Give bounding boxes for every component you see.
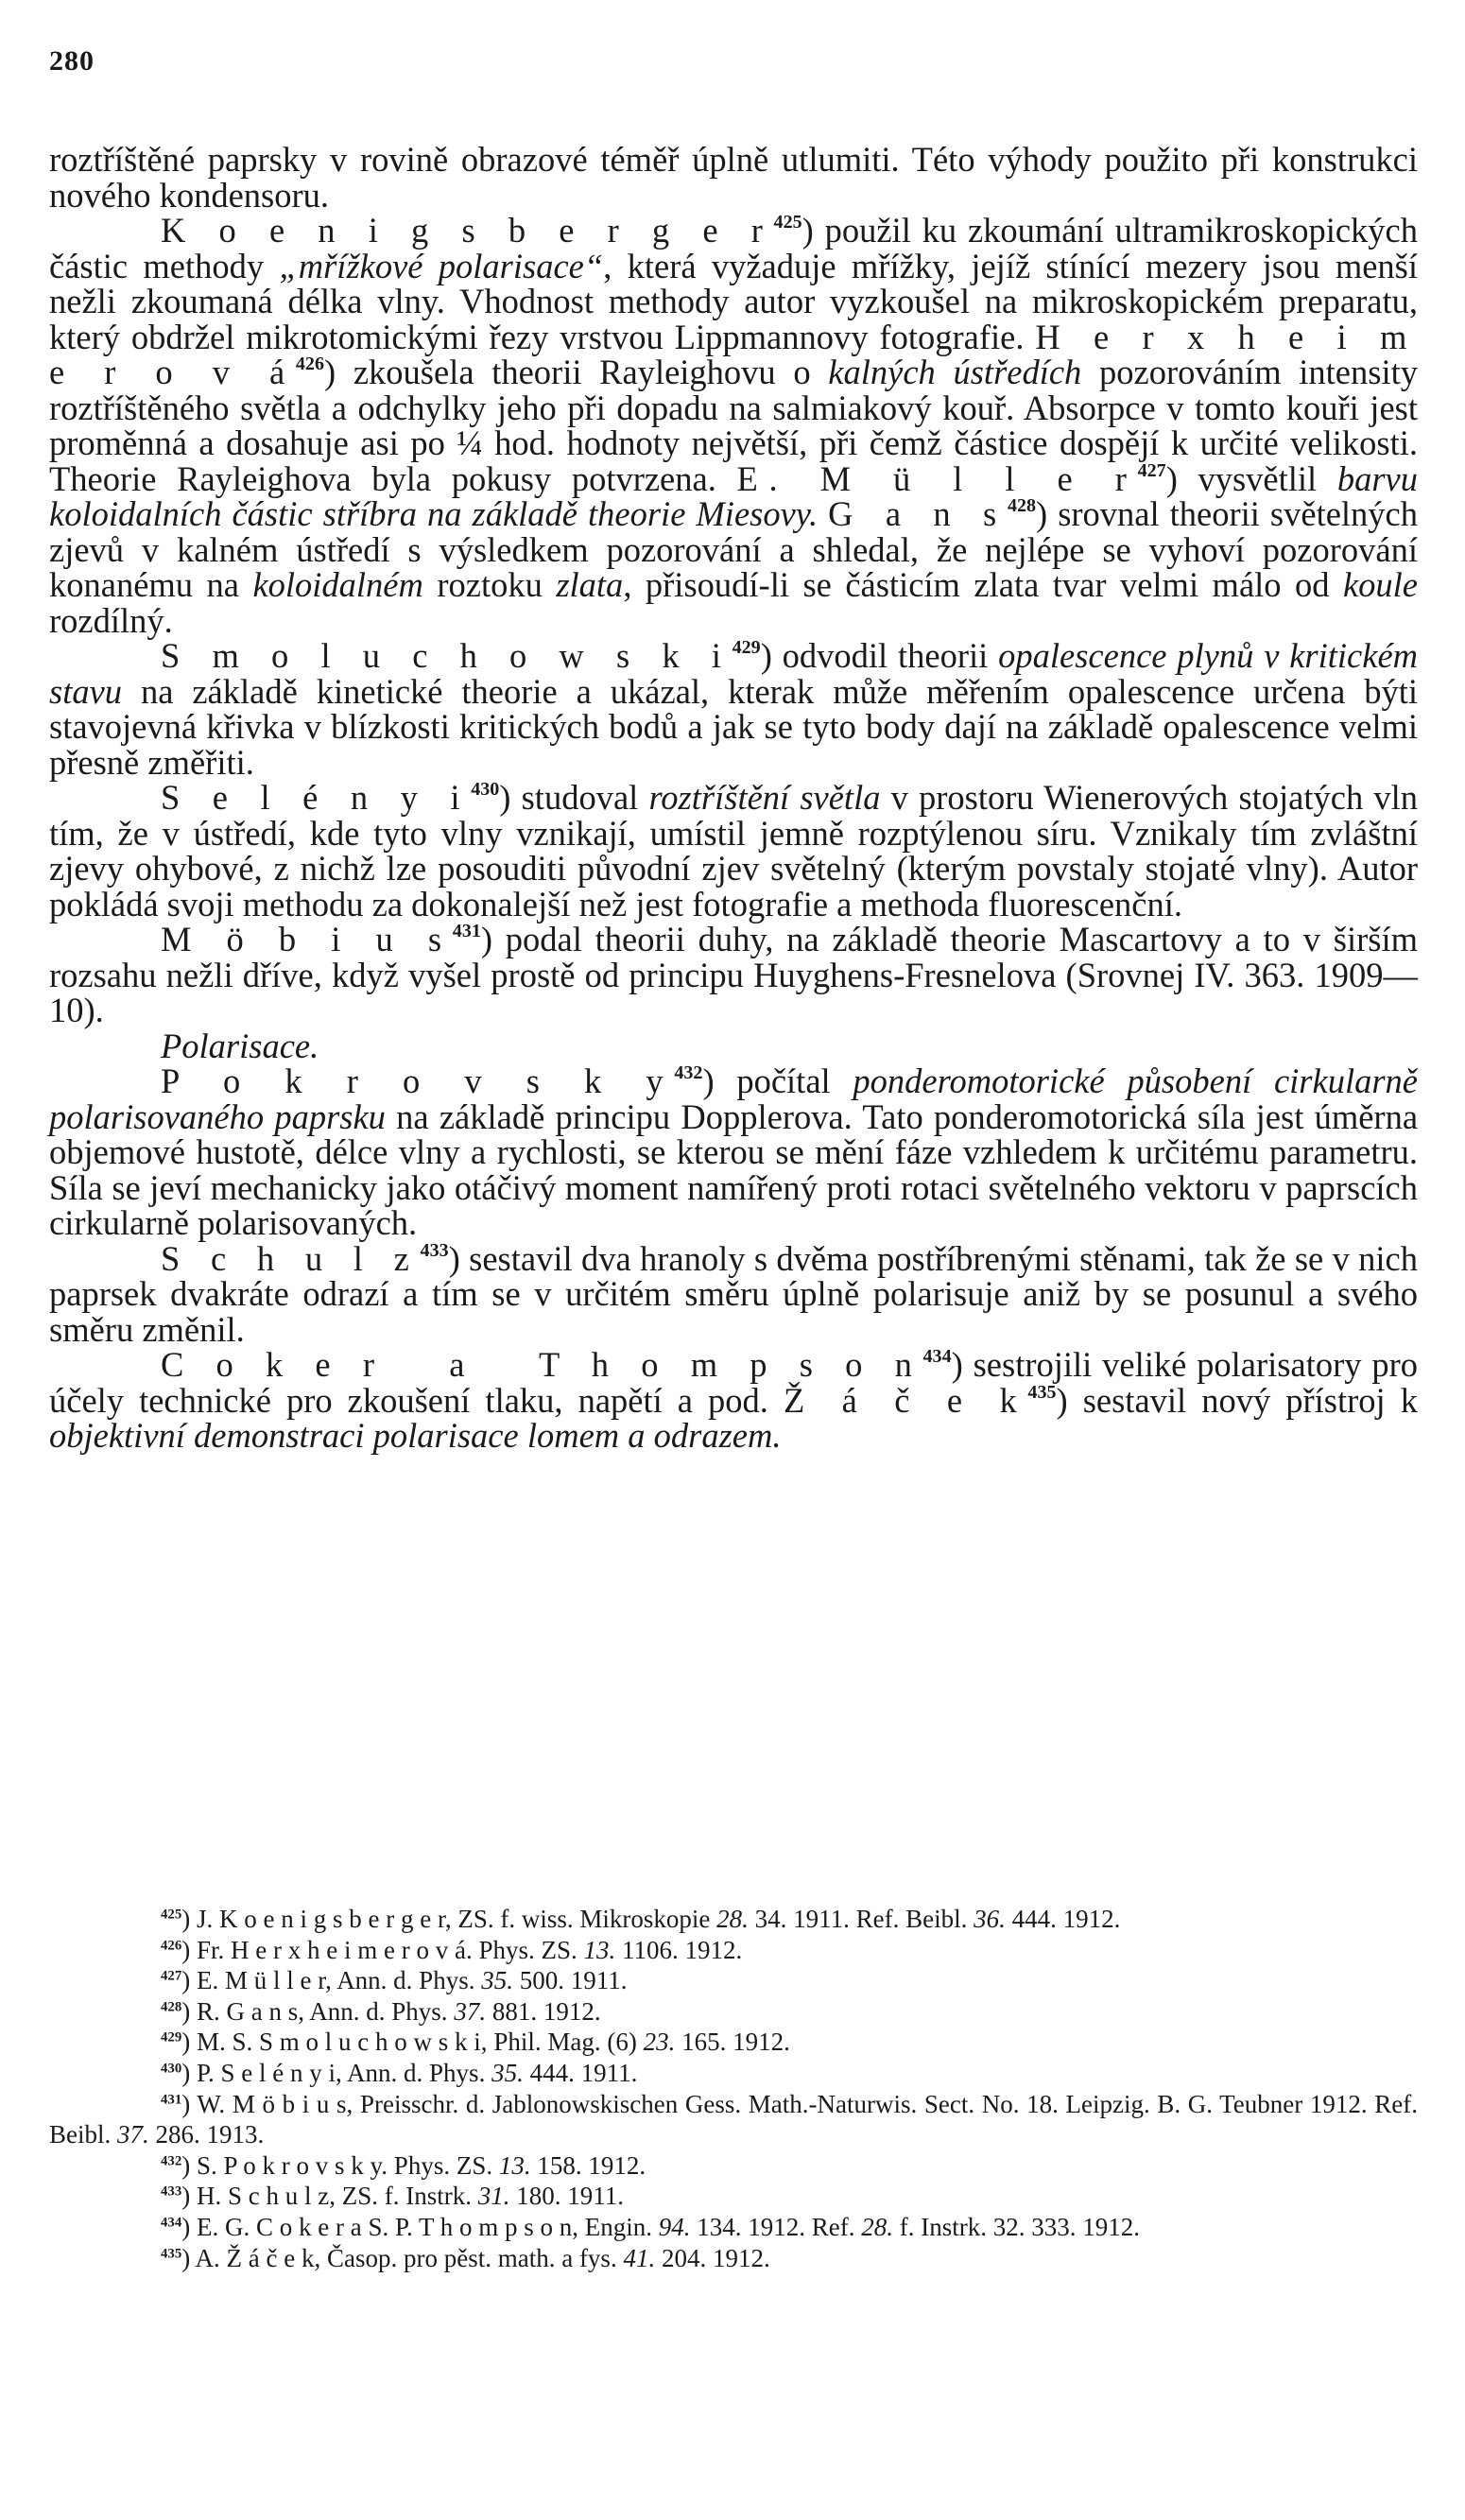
footnote-author: M. S. S m o l u c h o w s k i, — [197, 2028, 488, 2057]
footnote-pages: 444. 1912. — [1011, 1905, 1121, 1933]
footnote: $^{430}$) P. S e l é n y i, Ann. d. Phys. 35. 444. 1911. — [161, 2058, 638, 2087]
footnote-pages: 180. 1911. — [516, 2182, 624, 2211]
section-heading: Polarisace. — [161, 1026, 319, 1065]
footnote-pages: 158. 1912. — [537, 2150, 646, 2180]
footnote-volume: 35. — [481, 1966, 513, 1995]
footnote-pages: 881. 1912. — [491, 1996, 601, 2026]
footnote-number: 434 — [161, 2215, 182, 2231]
footnote-source: Preisschr. d. Jablonowskischen Gess. Math.-Naturwis. Sect. No. 18. Leipzig. B. G. Teubner 1912. Ref. Beibl. — [49, 2089, 1418, 2149]
emphasis: objektivní demonstraci polarisace lomem a odrazem. — [49, 1416, 782, 1455]
footnote-pages: 204. 1912. — [661, 2243, 770, 2272]
emphasis: koule — [1342, 565, 1419, 604]
footnote: $^{427}$) E. M ü l l e r, Ann. d. Phys. 35. 500. 1911. — [161, 1966, 628, 1995]
footnote-volume: 23. — [643, 2028, 676, 2057]
footnote-author: W. M ö b i u s, — [197, 2089, 353, 2118]
footnote: $^{425}$) J. K o e n i g s b e r g e r, ZS. f. wiss. Mikroskopie 28. 34. 1911. Ref. Beibl. 36. 444. 1912. — [161, 1905, 1121, 1933]
body-text — [49, 142, 1418, 1454]
paragraph-smoluchowski: S m o l u c h o w s k $i^{429}$) odvodil theorii opalescence plynů v kritickém stavu na základě kinetické theorie a ukázal, kterak může měřením opalescence určena býti stavojevná křivka v blízkosti kritických bodů a jak se tyto body dají na základě opalescence velmi přesně změřiti. — [49, 636, 1419, 782]
footnote-author: H. S c h u l z, — [197, 2182, 336, 2211]
footnote-number: 432 — [161, 2153, 182, 2169]
author-name: P o k r o v s k y — [161, 1062, 675, 1100]
footnote-source: ZS. f. wiss. Mikroskopie — [457, 1905, 711, 1933]
footnote-pages: 444. 1911. — [529, 2058, 638, 2087]
footnote-pages: 134. 1912. Ref. — [697, 2212, 855, 2241]
emphasis: „mřížkové polarisace“ — [279, 246, 604, 285]
paragraph-intro: roztříštěné paprsky v rovině obrazové téměř úplně utlumiti. Této výhody použito při konstrukci nového kondensoru. — [49, 140, 1418, 215]
footnote-volume: 36. — [974, 1905, 1006, 1933]
footnote-volume: 37. — [454, 1996, 487, 2026]
footnote: $^{434}$) E. G. C o k e r a S. P. T h o m p s o n, Engin. 94. 134. 1912. Ref. 28. f. Instrk. 32. 333. 1912. — [161, 2212, 1141, 2241]
paragraph-selenyi: S e l é n y $i^{430}$) studoval roztříštění světla v prostoru Wienerových stojatých vln tím, že v ústředí, kde tyto vlny vznikají, umístil jemně rozptýlenou síru. Vznikaly tím zvláštní zjevy ohybové, z nichž lze posouditi původní zjev světelný (kterým povstaly stojaté vlny). Autor pokládá svoji methodu za dokonalejší než jest fotografie a methoda fluorescenční. — [49, 778, 1419, 923]
footnote-author: P. S e l é n y i, — [197, 2058, 342, 2087]
footnote-volume: 28. — [716, 1905, 749, 1933]
footnote-number: 433 — [161, 2183, 182, 2200]
paragraph-koenigsberger: K o e n i g s b e r g e $r^{425}$) použil ku zkoumání ultramikroskopických částic methody „mřížkové polarisace“, která vyžaduje mřížky, jejíž stínící mezery jsou menší nežli zkoumaná délka vlny. Vhodnost methody autor vyzkoušel na mikroskopickém preparatu, který obdržel mikrotomickými řezy vrstvou Lippmannovy fotografie. H e r x h e i m e r o v $á^{426}$) zkoušela theorii Rayleighovu o kalných ústředích pozorováním intensity roztříštěného světla a odchylky jeho při dopadu na salmiakový kouř. Absorpce v tomto kouři jest proměnná a dosahuje asi po ¼ hod. hodnoty největší, při čemž částice dospějí k určité velikosti. Theorie Rayleighova byla pokusy potvrzena. E. M ü l l e $r^{427}$) vysvětlil barvu koloidalních částic stříbra na základě theorie Miesovy. G a n $s^{428}$) srovnal theorii světelných zjevů v kalném ústředí s výsledkem pozorování a shledal, že nejlépe se vyhoví pozorování konanému na koloidalném roztoku zlata, přisoudí-li se částicím zlata tvar velmi málo od koule rozdílný. — [49, 211, 1419, 640]
footnote-volume: 28. — [861, 2212, 894, 2241]
footnote-ref: 429 — [732, 636, 761, 658]
footnote-volume: 94. — [658, 2212, 691, 2241]
footnote-source: Časop. pro pěst. math. a fys. — [326, 2243, 617, 2272]
footnote-number: 428 — [161, 1999, 182, 2015]
footnote-ref: 430 — [471, 778, 500, 800]
author-name: E. M ü l l e r — [736, 458, 1138, 498]
footnote-number: 427 — [161, 1968, 182, 1984]
footnote-source: Engin. — [584, 2212, 653, 2241]
page-number: 280 — [49, 45, 95, 77]
footnote-ref: 434 — [922, 1345, 952, 1367]
author-name: K o e n i g s b e r g e r — [161, 211, 774, 250]
footnotes — [49, 1904, 1418, 2273]
footnote-pages: 286. 1913. — [155, 2120, 265, 2149]
footnote-volume: 37. — [117, 2120, 149, 2149]
footnote-ref: 432 — [674, 1062, 703, 1083]
author-name: H e r x h e i m e r o v á — [49, 317, 1419, 391]
paragraph-mobius: M ö b i u $s^{431}$) podal theorii duhy, na základě theorie Mascartovy a to v širším rozsahu nežli dříve, když vyšel prostě od principu Huyghens-Fresnelova (Srovnej IV. 363. 1909—10). — [49, 920, 1418, 1029]
footnote-author: R. G a n s, — [197, 1996, 305, 2026]
footnote-pages: 1106. 1912. — [622, 1935, 743, 1964]
footnote-author: J. K o e n i g s b e r g e r, — [197, 1905, 452, 1933]
emphasis: ponderomotorické působení cirkularně polarisovaného paprsku — [49, 1062, 1418, 1136]
footnote-ref: 426 — [295, 353, 324, 374]
footnote-number: 430 — [161, 2061, 182, 2077]
emphasis: zlata — [556, 565, 624, 604]
author-name: S c h u l z — [161, 1238, 421, 1278]
author-name: S m o l u c h o w s k i — [161, 636, 732, 675]
emphasis: koloidalném — [252, 565, 423, 604]
footnote-source: Phil. Mag. (6) — [493, 2028, 637, 2057]
footnote-ref: 433 — [420, 1239, 449, 1261]
emphasis: kalných ústředích — [828, 353, 1082, 391]
footnote-source: Ann. d. Phys. — [347, 2058, 486, 2087]
footnote-source: Phys. ZS. — [393, 2150, 493, 2180]
footnote-pages: 165. 1912. — [681, 2028, 790, 2057]
emphasis: opalescence plynů v kritickém stavu — [49, 636, 1418, 711]
footnote-pages: 34. 1911. Ref. Beibl. — [754, 1905, 968, 1933]
footnote-ref: 431 — [452, 920, 481, 941]
footnote-pages: f. Instrk. 32. 333. 1912. — [899, 2212, 1141, 2241]
footnote: $^{426}$) Fr. H e r x h e i m e r o v á. Phys. ZS. 13. 1106. 1912. — [161, 1935, 743, 1964]
emphasis: roztříštění světla — [648, 778, 881, 817]
paragraph-pokrovsky: P o k r o v s k $y^{432}$) počítal ponderomotorické působení cirkularně polarisovaného paprsku na základě principu Dopplerova. Tato ponderomotorická síla jest úměrna objemové hustotě, délce vlny a rychlosti, se kterou se mění fáze vzhledem k určitému parametru. Síla se jeví mechanicky jako otáčivý moment namířený proti rotaci světelného vektoru v paprscích cirkularně polarisovaných. — [49, 1062, 1419, 1242]
footnote-author: A. Ž á č e k, — [195, 2243, 321, 2272]
emphasis: barvu koloidalních částic stříbra na základě theorie Miesovy. — [49, 458, 1418, 533]
author-name: C o k e r a T h o m p s o n — [161, 1345, 923, 1384]
footnote-volume: 35. — [491, 2058, 524, 2087]
paragraph-coker-zacek: C o k e r a T h o m p s o $n^{434}$) sestrojili veliké polarisatory pro účely technické pro zkoušení tlaku, napětí a pod. Ž á č e $k^{435}$) sestavil nový přístroj k objektivní demonstraci polarisace lomem a odrazem. — [49, 1345, 1418, 1455]
footnote-pages: 500. 1911. — [519, 1966, 628, 1995]
footnote-number: 425 — [161, 1907, 182, 1923]
footnote-source: Ann. d. Phys. — [336, 1966, 475, 1995]
footnote-source: Ann. d. Phys. — [309, 1996, 448, 2026]
footnote-number: 426 — [161, 1937, 182, 1953]
footnote-volume: 41. — [623, 2243, 656, 2272]
footnote-ref: 427 — [1137, 459, 1166, 481]
footnote-number: 431 — [161, 2091, 182, 2107]
footnote-number: 435 — [161, 2245, 182, 2261]
footnote-ref: 428 — [1007, 494, 1037, 516]
footnote: $^{428}$) R. G a n s, Ann. d. Phys. 37. 881. 1912. — [161, 1996, 601, 2026]
footnote-source: ZS. f. Instrk. — [341, 2182, 472, 2211]
footnote-author: Fr. H e r x h e i m e r o v á. — [197, 1935, 473, 1964]
author-name: Ž á č e k — [783, 1380, 1028, 1420]
footnote-number: 429 — [161, 2029, 182, 2045]
footnote-author: E. M ü l l e r, — [197, 1966, 332, 1995]
author-name: S e l é n y i — [161, 778, 472, 817]
footnote: $^{433}$) H. S c h u l z, ZS. f. Instrk. 31. 180. 1911. — [161, 2182, 624, 2211]
footnote-ref: 425 — [773, 211, 802, 233]
author-name: M ö b i u s — [161, 920, 453, 958]
footnote-author: S. P o k r o v s k y. — [197, 2150, 388, 2180]
footnote: $^{435}$) A. Ž á č e k, Časop. pro pěst. math. a fys. 41. 204. 1912. — [161, 2243, 770, 2272]
footnote-volume: 13. — [583, 1935, 616, 1964]
footnote: $^{429}$) M. S. S m o l u c h o w s k i, Phil. Mag. (6) 23. 165. 1912. — [161, 2028, 790, 2057]
footnote-volume: 31. — [477, 2182, 510, 2211]
paragraph-schulz: S c h u l $z^{433}$) sestavil dva hranoly s dvěma postříbrenými stěnami, tak že se v nich paprsek dvakráte odrazí a tím se v určitém směru úplně polarisuje aniž by se posunul a svého směru změnil. — [49, 1238, 1419, 1349]
footnote-author: E. G. C o k e r a S. P. T h o m p s o n, — [197, 2212, 579, 2241]
footnote: $^{432}$) S. P o k r o v s k y. Phys. ZS. 13. 158. 1912. — [161, 2150, 646, 2180]
footnote-ref: 435 — [1027, 1381, 1057, 1403]
footnote-source: Phys. ZS. — [478, 1935, 577, 1964]
footnote-volume: 13. — [498, 2150, 531, 2180]
author-name: G a n s — [828, 494, 1008, 533]
footnote: $^{431}$) W. M ö b i u s, Preisschr. d. Jablonowskischen Gess. Math.-Naturwis. Sect. No. 18. Leipzig. B. G. Teubner 1912. Ref. Beibl. 37. 286. 1913. — [49, 2089, 1418, 2149]
